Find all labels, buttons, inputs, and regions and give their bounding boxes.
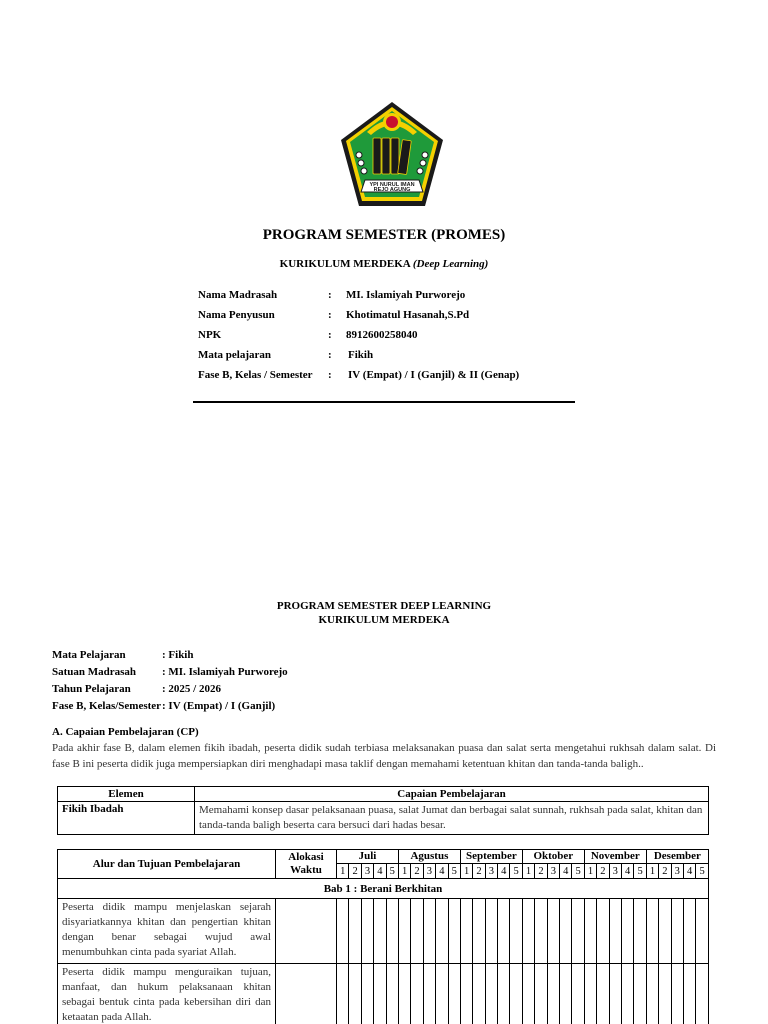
cover-info-row: [198, 325, 519, 345]
week-header: 4: [683, 864, 695, 879]
week-cell: [609, 899, 621, 964]
month-header: September: [460, 850, 522, 864]
week-header: 2: [473, 864, 485, 879]
tujuan-pembelajaran: Peserta didik mampu menguraikan tujuan, manfaat, dan hukum pelaksanaan khitan sebagai bentuk cinta pada kebersihan diri dan ketaatan pada Allah.: [58, 964, 276, 1024]
info-value: : 2025 / 2026: [162, 682, 221, 695]
cp-paragraph: Pada akhir fase B, dalam elemen fikih ibadah, peserta didik sudah terbiasa melaksanakan puasa dan salat serta mengetahui rukhsah dalam salat. Di fase B ini peserta didik juga mempersiapkan diri menghadapi masa taklif dengan memahami ketentuan khitan dan tanda-tanda baligh..: [52, 742, 716, 770]
info-label: Nama Madrasah: [198, 289, 278, 301]
info-value: 8912600258040: [346, 329, 418, 341]
week-cell: [572, 899, 584, 964]
month-header: November: [584, 850, 646, 864]
cp-table: [57, 786, 709, 835]
alokasi-cell: [276, 899, 337, 964]
section-info: [52, 646, 288, 714]
week-header: 2: [411, 864, 423, 879]
week-cell: [671, 964, 683, 1024]
week-header: 2: [535, 864, 547, 879]
logo-banner-line2: REJO AGUNG: [373, 187, 411, 193]
info-value: MI. Islamiyah Purworejo: [346, 289, 466, 301]
week-cell: [386, 899, 398, 964]
schedule-header-atp: Alur dan Tujuan Pembelajaran: [58, 850, 276, 879]
cover-subtitle-italic: (Deep Learning): [412, 258, 489, 270]
week-cell: [510, 899, 522, 964]
week-cell: [374, 964, 386, 1024]
week-cell: [448, 964, 460, 1024]
week-cell: [398, 964, 410, 1024]
week-cell: [646, 964, 658, 1024]
cover-info-row: [198, 305, 519, 325]
week-cell: [696, 899, 709, 964]
week-cell: [535, 899, 547, 964]
week-cell: [560, 899, 572, 964]
week-header: 5: [634, 864, 646, 879]
table-row: [58, 964, 709, 1024]
schedule-header-months: [58, 850, 709, 864]
week-cell: [696, 964, 709, 1024]
week-cell: [349, 899, 361, 964]
week-cell: [659, 964, 671, 1024]
week-cell: [436, 964, 448, 1024]
info-colon: :: [328, 309, 332, 321]
info-label: Fase B, Kelas / Semester: [198, 369, 313, 381]
table-row: [58, 899, 709, 964]
week-header: 2: [659, 864, 671, 879]
week-cell: [423, 964, 435, 1024]
week-cell: [436, 899, 448, 964]
week-header: 2: [597, 864, 609, 879]
tujuan-pembelajaran: Peserta didik mampu menjelaskan sejarah disyariatkannya khitan dan pengertian khitan dengan benar sebagai wujud awal menumbuhkan cinta pada syariat Allah.: [58, 899, 276, 964]
week-cell: [374, 899, 386, 964]
week-cell: [522, 964, 534, 1024]
week-cell: [547, 964, 559, 1024]
week-cell: [621, 899, 633, 964]
cp-elemen: Fikih Ibadah: [58, 802, 195, 835]
info-label: Nama Penyusun: [198, 309, 275, 321]
week-cell: [621, 964, 633, 1024]
week-header: 5: [572, 864, 584, 879]
info-label: Tahun Pelajaran: [52, 682, 131, 695]
cover-info-row: [198, 345, 519, 365]
info-label: Mata pelajaran: [198, 349, 272, 361]
cp-capaian: Memahami konsep dasar pelaksanaan puasa, salat Jumat dan berbagai salat sunnah, rukhsah pada salat, khitan dan tanda-tanda baligh beserta cara bersuci dari hadas besar.: [195, 802, 709, 835]
info-value: : MI. Islamiyah Purworejo: [162, 665, 288, 678]
week-header: 3: [671, 864, 683, 879]
week-header: 3: [423, 864, 435, 879]
section-title-line1: PROGRAM SEMESTER DEEP LEARNING: [276, 600, 492, 612]
cover-info-row: [198, 285, 519, 305]
week-cell: [683, 899, 695, 964]
month-header: Juli: [337, 850, 399, 864]
week-header: 1: [646, 864, 658, 879]
week-cell: [659, 899, 671, 964]
week-header: 1: [522, 864, 534, 879]
week-cell: [634, 964, 646, 1024]
cover-title: PROGRAM SEMESTER (PROMES): [262, 227, 506, 243]
week-cell: [584, 899, 596, 964]
section-info-row: [52, 646, 288, 663]
section-title: [0, 599, 768, 627]
cp-heading: A. Capaian Pembelajaran (CP): [52, 726, 199, 738]
week-cell: [473, 899, 485, 964]
cp-header-capaian: Capaian Pembelajaran: [195, 787, 709, 802]
week-cell: [361, 899, 373, 964]
week-header: 3: [547, 864, 559, 879]
month-header: Desember: [646, 850, 708, 864]
chapter-title: Bab 1 : Berani Berkhitan: [58, 879, 709, 899]
week-header: 4: [621, 864, 633, 879]
school-logo: [337, 100, 447, 210]
cp-table-header: [58, 787, 709, 802]
cp-table-row: [58, 802, 709, 835]
section-info-row: [52, 680, 288, 697]
week-cell: [411, 964, 423, 1024]
week-header: 3: [609, 864, 621, 879]
alokasi-cell: [276, 964, 337, 1024]
week-cell: [572, 964, 584, 1024]
week-cell: [460, 964, 472, 1024]
week-cell: [398, 899, 410, 964]
section-info-row: [52, 663, 288, 680]
week-cell: [386, 964, 398, 1024]
week-cell: [560, 964, 572, 1024]
week-cell: [448, 899, 460, 964]
week-cell: [460, 899, 472, 964]
week-header: 5: [696, 864, 709, 879]
week-header: 1: [398, 864, 410, 879]
logo-banner-line1: YPI NURUL IMAN: [369, 182, 415, 188]
cover-subtitle-plain: KURIKULUM MERDEKA: [279, 258, 411, 270]
info-value: Fikih: [348, 349, 374, 361]
info-label: Fase B, Kelas/Semester: [52, 699, 162, 712]
cover-info: [198, 285, 519, 385]
info-value: : IV (Empat) / I (Ganjil): [162, 699, 276, 712]
week-cell: [584, 964, 596, 1024]
week-cell: [337, 964, 349, 1024]
cover-info-row: [198, 365, 519, 385]
week-header: 4: [374, 864, 386, 879]
week-cell: [634, 899, 646, 964]
info-label: Satuan Madrasah: [52, 665, 137, 678]
week-header: 5: [386, 864, 398, 879]
week-cell: [361, 964, 373, 1024]
week-cell: [485, 964, 497, 1024]
week-cell: [522, 899, 534, 964]
week-header: 1: [460, 864, 472, 879]
week-cell: [510, 964, 522, 1024]
week-cell: [337, 899, 349, 964]
week-header: 3: [485, 864, 497, 879]
info-colon: :: [328, 329, 332, 341]
info-value: IV (Empat) / I (Ganjil) & II (Genap): [348, 369, 520, 381]
week-header: 3: [361, 864, 373, 879]
section-title-line2: KURIKULUM MERDEKA: [318, 614, 450, 626]
schedule-table: [57, 849, 709, 1024]
week-header: 2: [349, 864, 361, 879]
week-cell: [535, 964, 547, 1024]
week-cell: [547, 899, 559, 964]
month-header: Oktober: [522, 850, 584, 864]
info-value: : Fikih: [162, 648, 194, 661]
week-header: 4: [560, 864, 572, 879]
info-colon: :: [328, 369, 332, 381]
month-header: Agustus: [398, 850, 460, 864]
week-header: 4: [436, 864, 448, 879]
week-cell: [473, 964, 485, 1024]
week-cell: [609, 964, 621, 1024]
cover-divider: [193, 401, 575, 403]
info-label: Mata Pelajaran: [52, 648, 126, 661]
week-header: 5: [448, 864, 460, 879]
week-header: 4: [498, 864, 510, 879]
week-cell: [646, 899, 658, 964]
week-header: 1: [337, 864, 349, 879]
week-cell: [683, 964, 695, 1024]
week-cell: [349, 964, 361, 1024]
week-header: 5: [510, 864, 522, 879]
week-cell: [411, 899, 423, 964]
section-info-row: [52, 697, 288, 714]
cover-subtitle: [0, 258, 768, 270]
week-header: 1: [584, 864, 596, 879]
info-colon: :: [328, 289, 332, 301]
chapter-row: [58, 879, 709, 899]
schedule-header-alokasi: Alokasi Waktu: [276, 850, 337, 879]
week-cell: [498, 964, 510, 1024]
week-cell: [485, 899, 497, 964]
cp-header-elemen: Elemen: [58, 787, 195, 802]
info-label: NPK: [198, 329, 222, 341]
info-value: Khotimatul Hasanah,S.Pd: [346, 309, 470, 321]
week-cell: [597, 899, 609, 964]
info-colon: :: [328, 349, 332, 361]
week-cell: [498, 899, 510, 964]
week-cell: [597, 964, 609, 1024]
week-cell: [671, 899, 683, 964]
week-cell: [423, 899, 435, 964]
